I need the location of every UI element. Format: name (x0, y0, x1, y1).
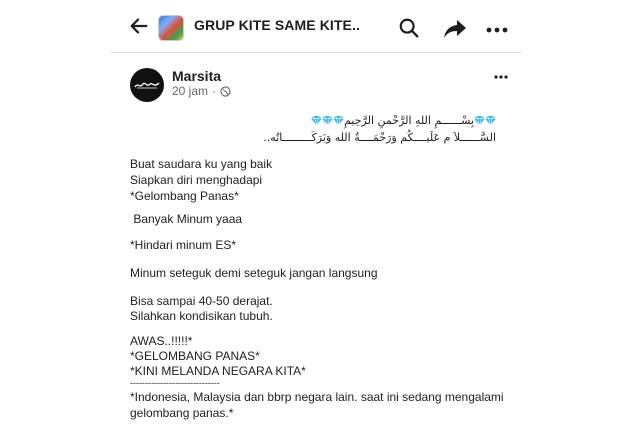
arrow-left-icon[interactable] (128, 15, 150, 37)
post-line: Banyak Minum yaaa (130, 212, 243, 226)
post-line: Buat saudara ku yang baik (130, 157, 273, 171)
greeting-line-1 (136, 114, 496, 127)
post-line: *Hindari minum ES* (130, 238, 237, 252)
post-line: AWAS..!!!!!* (130, 334, 193, 348)
post-line: Minum seteguk demi seteguk jangan langsung (130, 266, 378, 280)
post-options-icon[interactable] (494, 74, 508, 80)
post-line: *GELOMBANG PANAS* (130, 349, 260, 363)
greeting-line-2: السَّــــــلاَ م عَلَيــــكُم وَرَحْمَــــةُ الله وَبَرَكَـــــــــاتُه.. (263, 131, 496, 144)
post-line: gelombang panas.* (130, 406, 234, 420)
facebook-post-view (110, 0, 522, 446)
post-meta (172, 84, 231, 98)
post-line: *Indonesia, Malaysia dan bbrp negara lain. saat ini sedang mengalami (130, 390, 504, 404)
gem-icon (485, 116, 496, 125)
dashed-divider: ------------------------------ (130, 378, 220, 388)
author-name[interactable]: Marsita (172, 68, 222, 84)
more-dots-icon[interactable] (486, 26, 508, 34)
avatar[interactable] (130, 68, 164, 102)
gem-icon (322, 116, 333, 125)
search-icon[interactable] (398, 17, 420, 39)
post-time[interactable]: 20 jam (172, 84, 209, 98)
gem-icon (311, 116, 322, 125)
share-icon[interactable] (443, 18, 467, 40)
gem-icon (333, 116, 344, 125)
post-line: Bisa sampai 40-50 derajat. (130, 294, 273, 308)
globe-icon (220, 86, 231, 97)
meta-separator: · (212, 84, 217, 98)
post-line: *Gelombang Panas* (130, 189, 239, 203)
post-line: *KINI MELANDA NEGARA KITA* (130, 364, 306, 378)
group-thumbnail[interactable] (158, 15, 184, 41)
post-line: Siapkan diri menghadapi (130, 173, 263, 187)
post-header (110, 62, 522, 110)
post-line: Silahkan kondisikan tubuh. (130, 309, 273, 323)
gem-icon (474, 116, 485, 125)
top-bar (110, 0, 522, 53)
calligraphy-logo-icon (134, 80, 160, 90)
group-title[interactable]: GRUP KITE SAME KITE.. (194, 17, 360, 33)
bismillah-text: بِسْــــــمِ اللهِ الرَّحْمنِ الرَّحِيمِ (344, 114, 474, 127)
